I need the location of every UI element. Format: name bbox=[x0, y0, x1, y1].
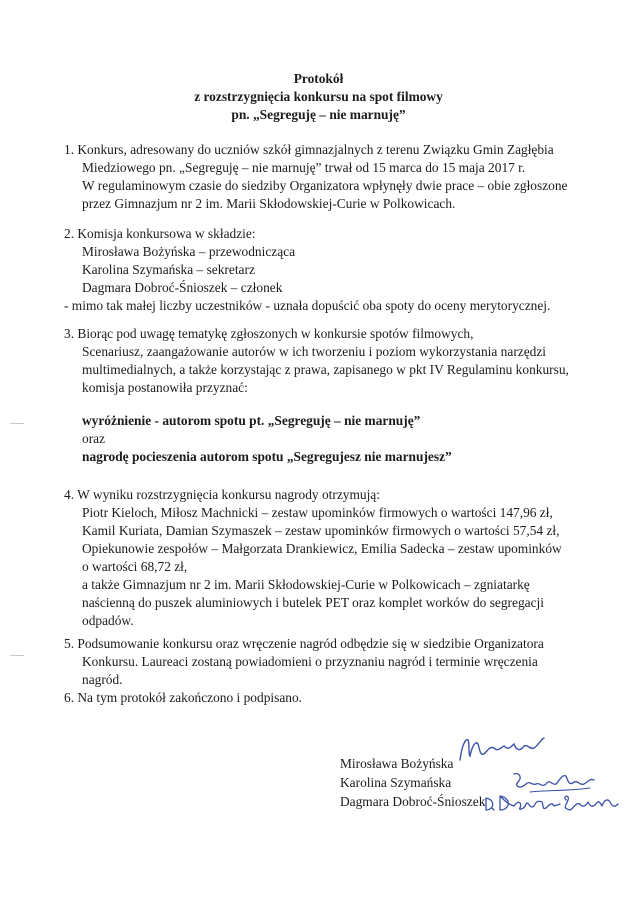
section-1-line: 1. Konkurs, adresowany do uczniów szkół gimnazjalnych z terenu Związku Gmin Zagłębia bbox=[64, 142, 554, 157]
section-2-line: 2. Komisja konkursowa w składzie: bbox=[64, 226, 256, 241]
section-2-line: - mimo tak małej liczby uczestników - uznała dopuścić oba spoty do oceny merytorycznej. bbox=[64, 298, 551, 313]
signatory-name: Karolina Szymańska bbox=[340, 775, 452, 790]
signatory-name: Mirosława Bożyńska bbox=[340, 756, 454, 771]
prize-line: o wartości 68,72 zł, bbox=[82, 559, 188, 574]
document-title: Protokół bbox=[293, 71, 344, 86]
committee-member: Dagmara Dobroć-Śnioszek – członek bbox=[82, 280, 283, 295]
prize-line: Opiekunowie zespołów – Małgorzata Drankiewicz, Emilia Sadecka – zestaw upominków bbox=[82, 541, 562, 556]
scan-margin-mark bbox=[10, 423, 24, 424]
section-1-line: Miedziowego pn. „Segreguję – nie marnuję” trwał od 15 marca do 15 maja 2017 r. bbox=[82, 160, 526, 175]
handwritten-signature-3 bbox=[482, 788, 622, 818]
award-distinction: wyróżnienie - autorom spotu pt. „Segreguję – nie marnuję” bbox=[82, 413, 421, 428]
committee-member: Karolina Szymańska – sekretarz bbox=[82, 262, 255, 277]
prize-line: naścienną do puszek aluminiowych i butelek PET oraz komplet worków do segregacji bbox=[82, 595, 544, 610]
section-3-line: komisja postanowiła przyznać: bbox=[82, 380, 248, 395]
committee-member: Mirosława Bożyńska – przewodnicząca bbox=[82, 244, 296, 259]
signatory-name: Dagmara Dobroć-Śnioszek bbox=[340, 794, 486, 809]
document-subtitle: z rozstrzygnięcia konkursu na spot filmowy bbox=[194, 89, 443, 104]
section-3-line: Scenariusz, zaangażowanie autorów w ich tworzeniu i poziom wykorzystania narzędzi bbox=[82, 344, 547, 359]
section-5-line: nagród. bbox=[82, 672, 123, 687]
section-6-line: 6. Na tym protokół zakończono i podpisano. bbox=[64, 690, 303, 705]
prize-line: Piotr Kieloch, Miłosz Machnicki – zestaw upominków firmowych o wartości 147,96 zł, bbox=[82, 505, 553, 520]
conjunction-text: oraz bbox=[82, 431, 106, 446]
section-1-line: przez Gimnazjum nr 2 im. Marii Skłodowskiej-Curie w Polkowicach. bbox=[82, 196, 456, 211]
section-4-line: 4. W wyniku rozstrzygnięcia konkursu nagrody otrzymują: bbox=[64, 487, 380, 502]
scan-margin-mark bbox=[10, 655, 24, 656]
section-5-line: 5. Podsumowanie konkursu oraz wręczenie nagród odbędzie się w siedzibie Organizatora bbox=[64, 636, 544, 651]
prize-line: odpadów. bbox=[82, 613, 134, 628]
section-5-line: Konkursu. Laureaci zostaną powiadomieni o przyznaniu nagród i terminie wręczenia bbox=[82, 654, 538, 669]
prize-line: Kamil Kuriata, Damian Szymaszek – zestaw upominków firmowych o wartości 57,54 zł, bbox=[82, 523, 560, 538]
prize-line: a także Gimnazjum nr 2 im. Marii Skłodowskiej-Curie w Polkowicach – zgniatarkę bbox=[82, 577, 530, 592]
section-3-line: multimedialnych, a także korzystając z prawa, zapisanego w pkt IV Regulaminu konkursu, bbox=[82, 362, 569, 377]
section-3-line: 3. Biorąc pod uwagę tematykę zgłoszonych w konkursie spotów filmowych, bbox=[64, 326, 474, 341]
handwritten-signature-1 bbox=[456, 734, 556, 764]
section-1-line: W regulaminowym czasie do siedziby Organizatora wpłynęły dwie prace – obie zgłoszone bbox=[82, 178, 568, 193]
document-subtitle: pn. „Segreguję – nie marnuję” bbox=[231, 107, 406, 122]
award-consolation: nagrodę pocieszenia autorom spotu „Segregujesz nie marnujesz” bbox=[82, 449, 452, 464]
